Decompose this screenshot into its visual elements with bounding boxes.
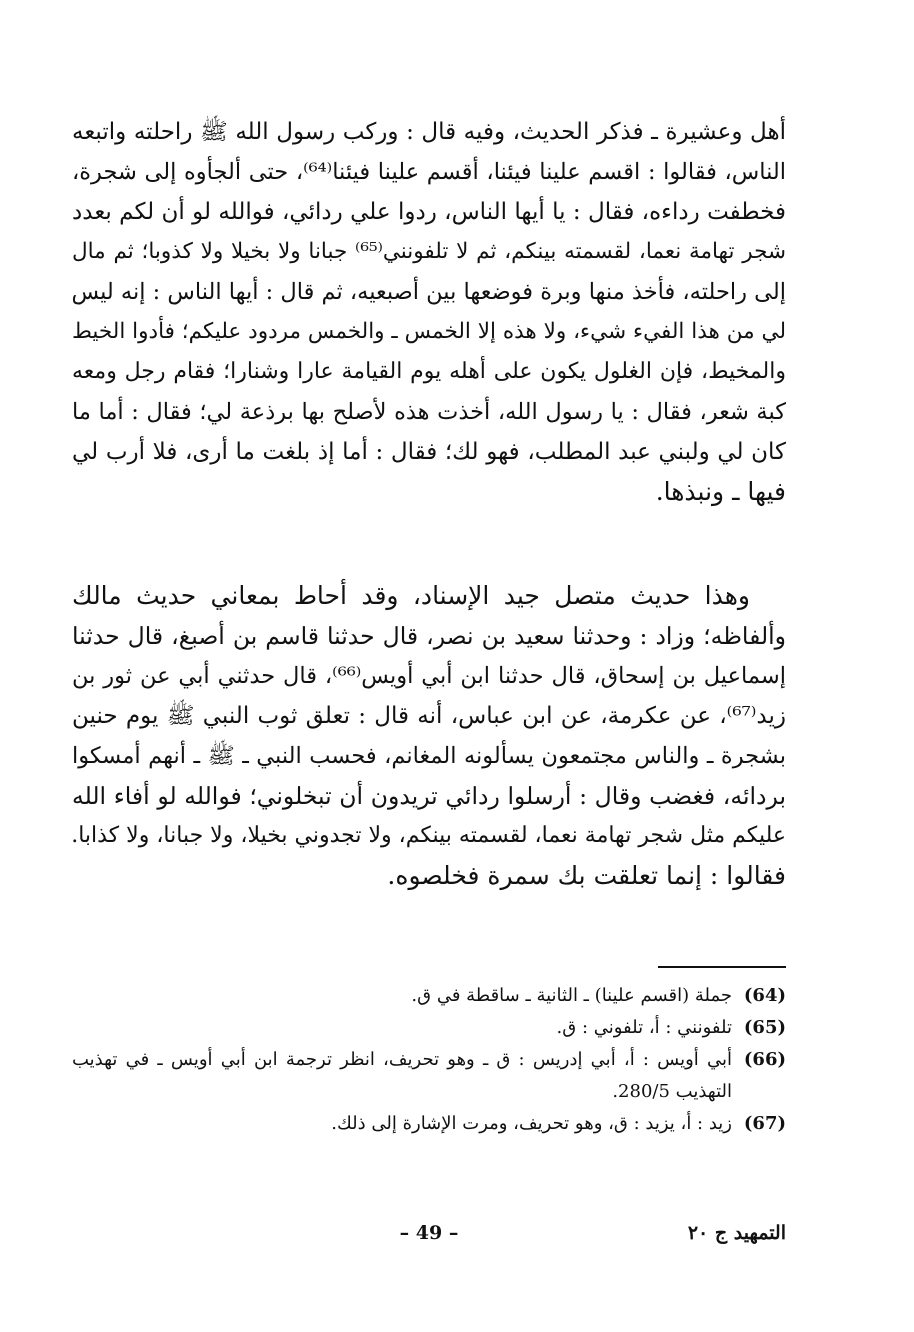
text-line: بردائه، فغضب وقال : أرسلوا ردائي تريدون أن تبخلوني؛ فوالله لو أفاء الله (72, 782, 786, 810)
footnote-67 (72, 1108, 786, 1140)
footnote-65 (72, 1012, 786, 1044)
footnote-number: (67) (743, 1113, 786, 1134)
footnote-text: تلفونني : أ، تلفوني : ق. (556, 1017, 732, 1038)
text-line: وهذا حديث متصل جيد الإسناد، وقد أحاط بمعاني حديث مالك (72, 581, 750, 610)
text-line: أهل وعشيرة ـ فذكر الحديث، وفيه قال : وركب رسول الله ﷺ راحلته واتبعه (72, 119, 786, 145)
paragraph-hadith-text (72, 112, 786, 512)
footnote-separator (658, 966, 786, 968)
text-line: شجر تهامة نعما، لقسمته بينكم، ثم لا تلفونني⁽⁶⁵⁾ جبانا ولا بخيلا ولا كذوبا؛ ثم مال (72, 239, 786, 264)
text-line: كبة شعر، فقال : يا رسول الله، أخذت هذه لأصلح بها برذعة لي؛ فقال : أما ما (72, 399, 786, 425)
text-line: فيها ـ ونبذها. (655, 477, 786, 506)
text-line: عليكم مثل شجر تهامة نعما، لقسمته بينكم، ولا تجدوني بخيلا، ولا جبانا، ولا كذابا. (71, 823, 786, 848)
text-line: والمخيط، فإن الغلول يكون على أهله يوم القيامة عارا وشنارا؛ فقام رجل ومعه (72, 359, 786, 384)
text-line: الناس، فقالوا : اقسم علينا فيئنا، أقسم علينا فيئنا⁽⁶⁴⁾، حتى ألجأوه إلى شجرة، (72, 159, 786, 185)
footnote-64 (72, 980, 786, 1012)
footnote-number: (65) (743, 1017, 786, 1038)
text-line: لي من هذا الفيء شيء، ولا هذه إلا الخمس ـ والخمس مردود عليكم؛ فأدوا الخيط (72, 319, 786, 344)
text-line: فقالوا : إنما تعلقت بك سمرة فخلصوه. (387, 861, 786, 890)
footnotes-list (72, 980, 786, 1140)
footnote-text: التهذيب 280/5. (612, 1081, 732, 1102)
signature-mark: التمهيد ج ٢٠ (687, 1222, 786, 1244)
page-footer (72, 1222, 786, 1254)
text-line: بشجرة ـ والناس مجتمعون يسألونه المغانم، فحسب النبي ـ ﷺ ـ أنهم أمسكوا (72, 743, 786, 769)
page-number: – 49 – (399, 1222, 459, 1244)
text-line: وألفاظه؛ وزاد : وحدثنا سعيد بن نصر، قال حدثنا قاسم بن أصبغ، قال حدثنا (72, 622, 786, 650)
footnote-number: (66) (743, 1049, 786, 1070)
text-line: إلى راحلته، فأخذ منها وبرة فوضعها بين أصبعيه، ثم قال : أيها الناس : إنه ليس (71, 279, 786, 305)
text-line: إسماعيل بن إسحاق، قال حدثنا ابن أبي أويس⁽⁶⁶⁾، قال حدثني أبي عن ثور بن (72, 663, 786, 689)
footnote-text: أبي أويس : أ، أبي إدريس : ق ـ وهو تحريف، انظر ترجمة ابن أبي أويس ـ في تهذيب (72, 1049, 732, 1070)
text-line: زيد⁽⁶⁷⁾، عن عكرمة، عن ابن عباس، أنه قال : تعلق ثوب النبي ﷺ يوم حنين (72, 703, 786, 729)
footnote-number: (64) (743, 985, 786, 1006)
footnote-text: زيد : أ، يزيد : ق، وهو تحريف، ومرت الإشارة إلى ذلك. (331, 1113, 732, 1134)
text-line: فخطفت رداءه، فقال : يا أيها الناس، ردوا علي ردائي، فوالله لو أن لكم بعدد (72, 199, 786, 225)
footnote-66 (72, 1044, 786, 1108)
text-line: كان لي ولبني عبد المطلب، فهو لك؛ فقال : أما إذ بلغت ما أرى، فلا أرب لي (72, 439, 786, 465)
paragraph-commentary (72, 576, 786, 896)
footnote-text: جملة (اقسم علينا) ـ الثانية ـ ساقطة في ق. (411, 985, 732, 1006)
